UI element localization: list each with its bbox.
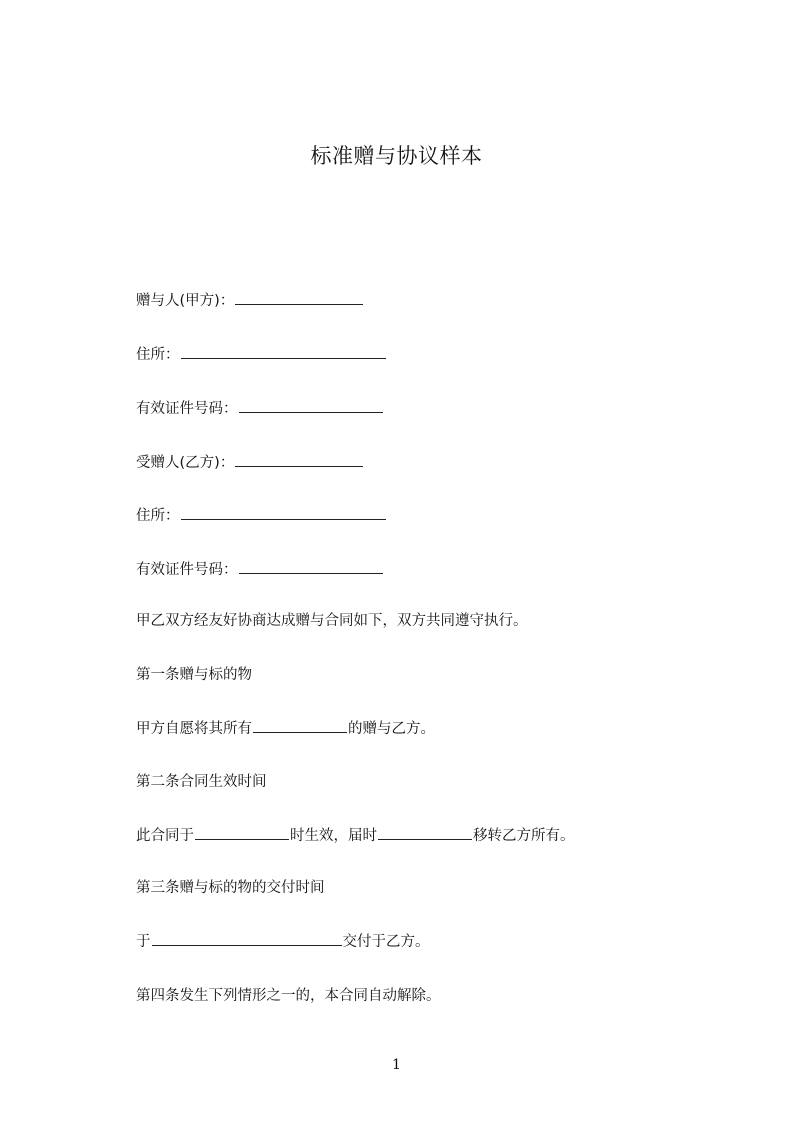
donor-line	[136, 289, 364, 313]
article-2-title: 第二条合同生效时间	[136, 774, 267, 790]
article-3-body	[136, 930, 430, 954]
donee-label: 受赠人(乙方)：	[136, 455, 235, 471]
donor-name-blank[interactable]	[235, 289, 363, 305]
article-1-body	[136, 717, 435, 741]
donor-id-blank[interactable]	[239, 397, 383, 413]
article-1-text-before: 甲方自愿将其所有	[136, 721, 252, 737]
donee-name-blank[interactable]	[235, 451, 363, 467]
donor-label: 赠与人(甲方)：	[136, 293, 235, 309]
donee-id-blank[interactable]	[239, 558, 383, 574]
donor-address-blank[interactable]	[181, 343, 386, 359]
donee-id-line	[136, 558, 384, 582]
donee-id-label: 有效证件号码：	[136, 562, 238, 578]
transfer-item-blank[interactable]	[378, 824, 472, 840]
page-number: 1	[392, 1057, 401, 1073]
effective-time-blank[interactable]	[195, 824, 289, 840]
article-2-text-2: 时生效，届时	[290, 828, 377, 844]
article-2-text-3: 移转乙方所有。	[473, 828, 575, 844]
donor-id-label: 有效证件号码：	[136, 401, 238, 417]
intro-paragraph: 甲乙双方经友好协商达成赠与合同如下，双方共同遵守执行。	[136, 613, 528, 629]
donor-address-label: 住所：	[136, 347, 180, 363]
article-3-text-before: 于	[136, 934, 151, 950]
article-4-title: 第四条发生下列情形之一的，本合同自动解除。	[136, 988, 441, 1004]
article-1-text-after: 的赠与乙方。	[348, 721, 435, 737]
delivery-time-blank[interactable]	[152, 930, 342, 946]
donee-address-label: 住所：	[136, 508, 180, 524]
donor-id-line	[136, 397, 384, 421]
article-1-title: 第一条赠与标的物	[136, 667, 252, 683]
article-2-text-1: 此合同于	[136, 828, 194, 844]
donee-address-line	[136, 504, 387, 528]
donee-address-blank[interactable]	[181, 504, 386, 520]
article-3-text-after: 交付于乙方。	[342, 934, 430, 950]
article-3-title: 第三条赠与标的物的交付时间	[136, 880, 325, 896]
gift-item-blank[interactable]	[253, 717, 347, 733]
document-title: 标准赠与协议样本	[310, 144, 483, 168]
donee-line	[136, 451, 364, 475]
article-2-body	[136, 824, 575, 848]
donor-address-line	[136, 343, 387, 367]
